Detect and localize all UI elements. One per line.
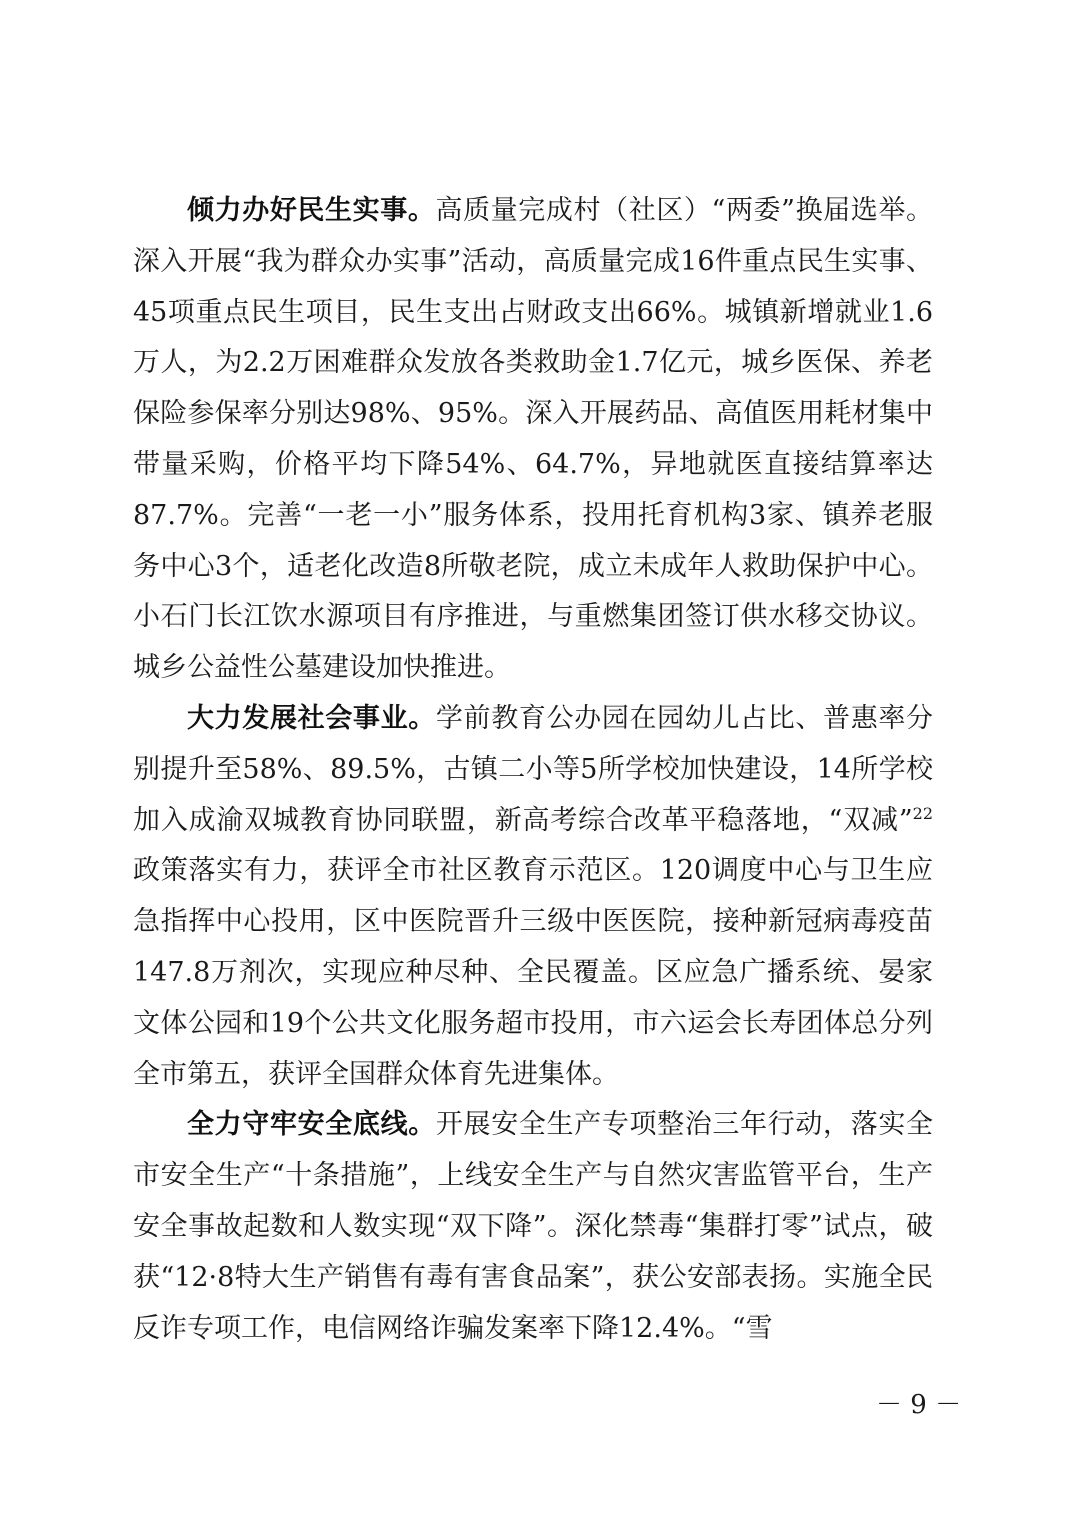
paragraph-lead: 全力守牢安全底线。 <box>187 1109 436 1141</box>
paragraph-lead: 大力发展社会事业。 <box>187 702 436 734</box>
paragraph-text: 政策落实有力，获评全市社区教育示范区。120调度中心与卫生应急指挥中心投用，区中医院晋升三级中医医院，接种新冠病毒疫苗147.8万剂次，实现应种尽种、全民覆盖。区应急广播系统、晏家文体公园和19个公共文化服务超市投用，市六运会长寿团体总分列全市第五，获评全国群众体育先进集体。 <box>133 855 933 1090</box>
page-number: － 9 － <box>876 1390 962 1420</box>
paragraph-text: 开展安全生产专项整治三年行动，落实全市安全生产“十条措施”，上线安全生产与自然灾害监管平台，生产安全事故起数和人数实现“双下降”。深化禁毒“集群打零”试点，破获“12·8特大生产销售有毒有害食品案”，获公安部表扬。实施全民反诈专项工作，电信网络诈骗发案率下降12.4%。“雪 <box>133 1109 934 1344</box>
paragraph-livelihood <box>133 186 933 694</box>
paragraph-social-affairs <box>133 694 933 1100</box>
footnote-marker: 22 <box>912 803 933 823</box>
paragraph-safety <box>133 1100 933 1354</box>
paragraph-lead: 倾力办好民生实事。 <box>187 195 436 226</box>
paragraph-text: 高质量完成村（社区）“两委”换届选举。深入开展“我为群众办实事”活动，高质量完成16件重点民生实事、45项重点民生项目，民生支出占财政支出66%。城镇新增就业1.6万人，为2.2万困难群众发放各类救助金1.7亿元，城乡医保、养老保险参保率分别达98%、95%。深入开展药品、高值医用耗材集中带量采购，价格平均下降54%、64.7%，异地就医直接结算率达87.7%。完善“一老一小”服务体系，投用托育机构3家、镇养老服务中心3个，适老化改造8所敬老院，成立未成年人救助保护中心。小石门长江饮水源项目有序推进，与重燃集团签订供水移交协议。城乡公益性公墓建设加快推进。 <box>133 195 934 684</box>
paragraph-text: 学前教育公办园在园幼儿占比、普惠率分别提升至58%、89.5%，古镇二小等5所学校加快建设，14所学校加入成渝双城教育协同联盟，新高考综合改革平稳落地，“双减” <box>133 702 934 836</box>
document-body <box>133 186 933 1354</box>
